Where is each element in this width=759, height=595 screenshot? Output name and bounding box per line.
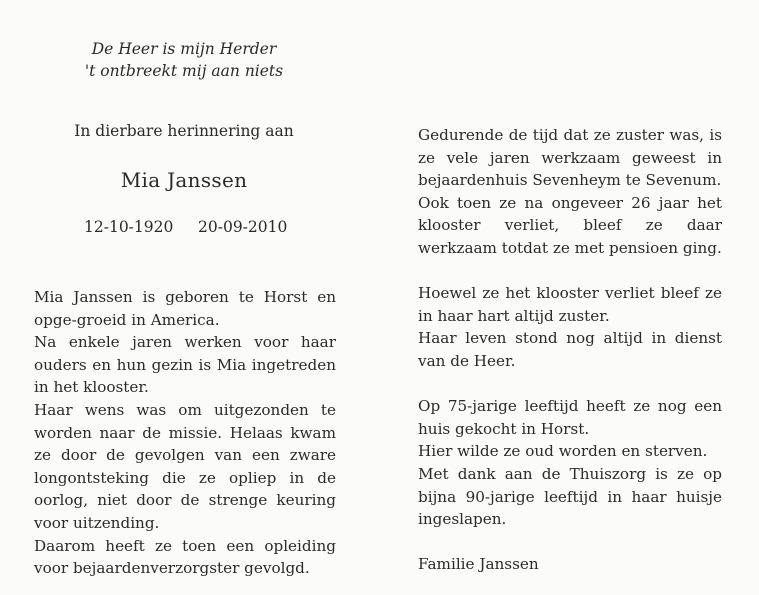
biography-left-column — [34, 286, 336, 580]
biography-right-column — [418, 124, 722, 576]
bio-paragraph: Daarom heeft ze toen een opleiding voor bejaardenverzorgster gevolgd. — [34, 536, 336, 578]
bio-paragraph: Haar leven stond nog altijd in dienst van de Heer. — [418, 329, 722, 370]
death-date: 20-09-2010 — [198, 218, 288, 236]
birth-date: 12-10-1920 — [84, 218, 174, 236]
intro-text: In dierbare herinnering aan — [74, 122, 294, 140]
motto-line-2: 't ontbreekt mij aan niets — [84, 62, 284, 80]
bio-paragraph: Hier wilde ze oud worden en sterven. — [418, 442, 708, 461]
bio-paragraph: Na enkele jaren werken voor haar ouders en hun gezin is Mia ingetreden in het klooster. — [34, 333, 336, 397]
family-signature: Familie Janssen — [418, 555, 539, 574]
bio-paragraph: Met dank aan de Thuiszorg is ze op bijna 90-jarige leeftijd in haar huisje ingeslapen. — [418, 464, 722, 529]
bio-paragraph: Ook toen ze na ongeveer 26 jaar het klooster verliet, bleef ze daar werkzaam totdat ze met pensioen ging. — [418, 193, 722, 257]
bio-paragraph: Mia Janssen is geboren te Horst en opge-groeid in America. — [34, 288, 336, 329]
motto-line-1: De Heer is mijn Herder — [91, 40, 277, 58]
bio-paragraph: Haar wens was om uitgezonden te worden naar de missie. Helaas kwam ze door de gevolgen van een zware longontsteking die ze opliep in de oorlog, niet door de strenge keuring voor uitzending. — [34, 400, 336, 532]
deceased-name: Mia Janssen — [120, 168, 248, 192]
bio-paragraph: Op 75-jarige leeftijd heeft ze nog een huis gekocht in Horst. — [418, 397, 722, 438]
bio-paragraph: Gedurende de tijd dat ze zuster was, is ze vele jaren werkzaam geweest in bejaardenhuis Sevenheym te Sevenum. — [418, 126, 722, 190]
bio-paragraph: Hoewel ze het klooster verliet bleef ze in haar hart altijd zuster. — [418, 284, 722, 325]
